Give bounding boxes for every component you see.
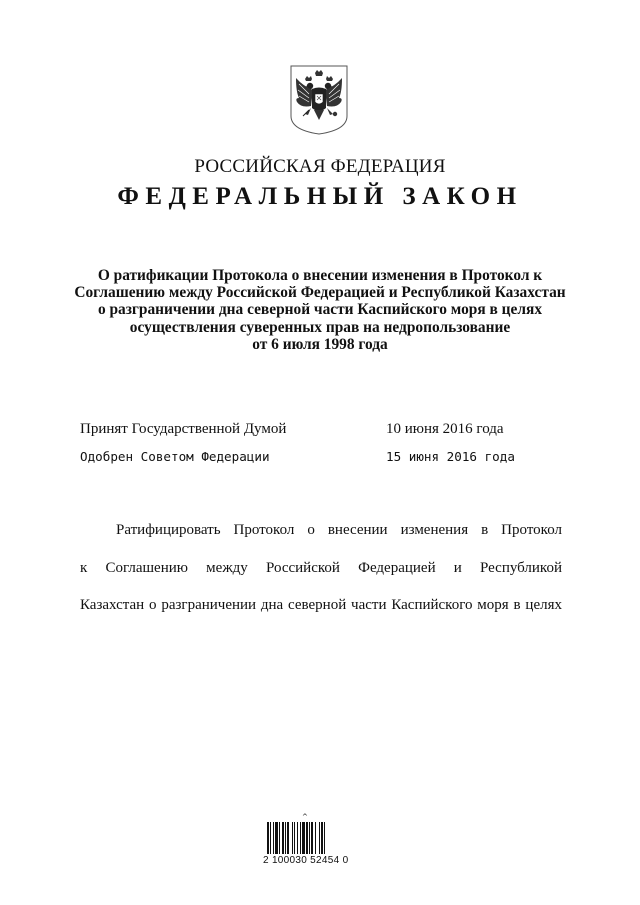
- barcode-bar: [324, 822, 325, 854]
- barcode-bar: [279, 822, 280, 854]
- barcode-bar: [285, 822, 286, 854]
- barcode-bar: [302, 822, 305, 854]
- barcode-bar: [287, 822, 289, 854]
- barcode-mark: ^: [302, 813, 308, 821]
- body-text-line: Ратифицировать Протокол о внесении изменения в Протокол: [116, 522, 562, 538]
- barcode-bar: [321, 822, 323, 854]
- barcode-bar: [275, 822, 278, 854]
- title-line: осуществления суверенных прав на недропользование: [129, 318, 511, 336]
- barcode-bar: [270, 822, 271, 854]
- barcode-bar: [267, 822, 269, 854]
- barcode-bar: [311, 822, 313, 854]
- title-line: Соглашению между Российской Федерацией и Республикой Казахстан: [74, 284, 566, 302]
- adoption-body: Принят Государственной Думой: [80, 421, 287, 437]
- barcode-bar: [300, 822, 301, 854]
- adoption-date: 15 июня 2016 года: [386, 449, 515, 464]
- coat-of-arms-icon: [289, 64, 349, 136]
- barcode-bar: [292, 822, 293, 854]
- body-text-line: Казахстан о разграничении дна северной части Каспийского моря в целях: [80, 597, 562, 613]
- law-title: [60, 267, 580, 353]
- document-type-heading: ФЕДЕРАЛЬНЫЙ ЗАКОН: [117, 183, 523, 210]
- title-line: от 6 июля 1998 года: [252, 335, 388, 353]
- barcode-bar: [315, 822, 316, 854]
- barcode-bar: [306, 822, 308, 854]
- barcode-bar: [319, 822, 320, 854]
- adoption-date: 10 июня 2016 года: [386, 421, 504, 437]
- barcode-bar: [309, 822, 310, 854]
- barcode-number: 2 100030 52454 0: [263, 855, 349, 866]
- title-line: О ратификации Протокола о внесении изменения в Протокол к: [97, 267, 543, 284]
- body-text-line: к Соглашению между Российской Федерацией и Республикой: [80, 560, 562, 576]
- barcode-bar: [282, 822, 284, 854]
- barcode-bar: [297, 822, 298, 854]
- title-line: о разграничении дна северной части Каспийского моря в целях: [97, 301, 543, 319]
- country-heading: РОССИЙСКАЯ ФЕДЕРАЦИЯ: [194, 156, 446, 177]
- barcode-bar: [294, 822, 295, 854]
- barcode-bar: [273, 822, 274, 854]
- adoption-body: Одобрен Советом Федерации: [80, 449, 270, 464]
